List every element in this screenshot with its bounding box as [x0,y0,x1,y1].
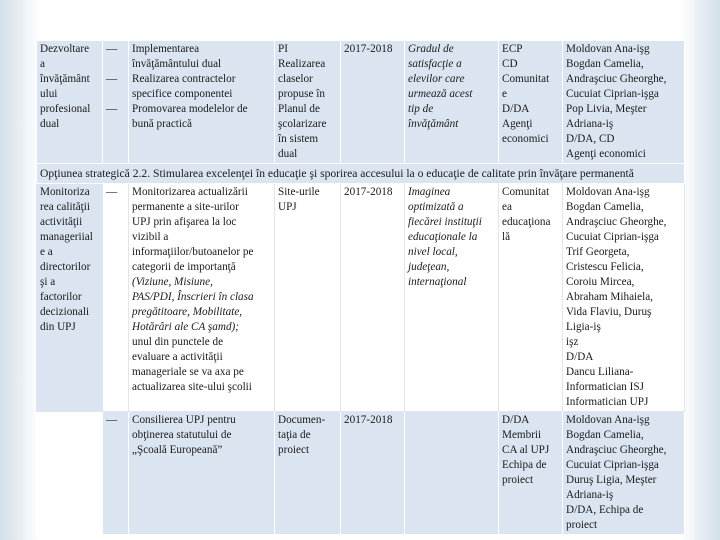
cell-line: Adriana-iş [566,118,614,130]
cell-line: proiect [502,474,534,486]
cell-line: D/DA, Echipa de [566,504,644,516]
cell-line: e a [40,246,53,258]
indicators-cell [405,184,499,412]
term-cell [341,184,405,412]
cell-line: a [40,58,45,70]
strategic-option-row [37,164,685,184]
cell-line: manageriale se va axa pe [132,366,244,378]
cell-line: activităţii [40,216,83,228]
cell-line: Membrii [502,429,542,441]
responsible-cell [563,412,685,535]
cell-line: nivel local, [408,246,458,258]
cell-line: işz [566,336,579,348]
cell-line: din UPJ [40,321,76,333]
partners-cell [499,184,563,412]
cell-line: Implementarea [132,43,200,55]
cell-line: permanente a site-urilor [132,201,239,213]
cell-line: Moldovan Ana-işg [566,43,650,55]
cell-line: satisfacţie a [408,58,462,70]
cell-line: D/DA, CD [566,133,615,145]
cell-line: Abraham Mihaiela, [566,291,653,303]
cell-line: actualizarea site-ului şcolii [132,381,252,393]
cell-line: învăţământului dual [132,58,222,70]
cell-line: directorilor [40,261,91,273]
table-row [37,184,685,412]
cell-line: dual [40,118,60,130]
cell-line: bună practică [132,118,192,130]
cell-line: UPJ prin afişarea la loc [132,216,237,228]
term-text: 2017-2018 [344,43,393,55]
actions-cell [129,41,275,164]
cell-line: ECP [502,43,523,55]
cell-line: Andraşciuc Gheorghe, [566,216,667,228]
cell-line: Andraşciuc Gheorghe, [566,73,667,85]
cell-line: lă [502,231,511,243]
cell-line: Dancu Liliana- [566,366,634,378]
resources-cell [275,412,341,535]
strategy-table [36,40,685,535]
cell-line: învăţământ [408,118,459,130]
cell-line: rea calităţii [40,201,90,213]
bullet-dash [103,184,129,412]
cell-line: pregătitoare, Mobilitate, [132,306,243,318]
cell-line: învăţământ [40,73,90,85]
cell-line: D/DA [502,103,530,115]
cell-line: tip de [408,103,434,115]
cell-line: internaţional [408,276,467,288]
cell-line: claselor [278,73,313,85]
cell-line: Realizarea [278,58,326,70]
actions-cell [129,412,275,535]
cell-line: Gradul de [408,43,454,55]
cell-line: Promovarea modelelor de [132,103,248,115]
cell-line: taţia de [278,429,311,441]
cell-line: factorilor [40,291,82,303]
cell-line: propuse în [278,88,325,100]
cell-line: educaţionale la [408,231,478,243]
cell-line: Adriana-iş [566,489,614,501]
cell-line: Bogdan Camelia, [566,58,644,70]
cell-line: Comunitat [502,73,550,85]
resources-cell [275,184,341,412]
cell-line: Andraşciuc Gheorghe, [566,444,667,456]
dash-text: — [106,186,118,198]
cell-line: Informatician ISJ [566,381,644,393]
cell-line: „Şcoală Europeană” [132,444,223,456]
cell-line: în sistem [278,133,319,145]
strategic-option-label: Opţiunea strategică 2.2. Stimularea excelenţei în educaţie şi sporirea accesului la o educaţie de calitate prin învăţare permanentă [37,164,685,184]
table-row [37,41,685,164]
cell-line: vizibil a [132,231,169,243]
cell-line: şi a [40,276,56,288]
cell-line: Agenţi economici [566,148,646,160]
table-row [37,412,685,535]
term-text: 2017-2018 [344,186,393,198]
cell-line: dual [278,148,298,160]
cell-line: specifice componentei [132,88,233,100]
cell-line: Informatician UPJ [566,396,649,408]
cell-line: judeţean, [408,261,450,273]
partners-cell [499,412,563,535]
responsible-cell [563,41,685,164]
cell-line: Vida Flaviu, Duruş [566,306,652,318]
cell-line: D/DA [566,351,594,363]
cell-line: Cucuiat Ciprian-işga [566,231,659,243]
cell-line: Pop Livia, Meşter [566,103,647,115]
cell-line: educaţiona [502,216,551,228]
cell-line: ului [40,88,58,100]
cell-line: Bogdan Camelia, [566,201,644,213]
cell-line: Planul de [278,103,320,115]
cell-line: decizionali [40,306,90,318]
cell-line: Moldovan Ana-işg [566,414,650,426]
cell-line: — [106,73,118,85]
cell-line: Documen- [278,414,326,426]
cell-line: PAS/PDI, Înscrieri în clasa [132,291,254,303]
cell-line: Agenţi [502,118,533,130]
cell-line: Consilierea UPJ pentru [132,414,236,426]
cell-line: optimizată a [408,201,464,213]
cell-line: urmează acest [408,88,473,100]
cell-line: elevilor care [408,73,465,85]
cell-line: informaţiilor/butoanelor pe [132,246,254,258]
cell-line: obţinerea statutului de [132,429,232,441]
domain-cell [37,41,103,164]
cell-line: Hotărâri ale CA şamd); [132,321,240,333]
cell-line: (Viziune, Misiune, [132,276,213,288]
domain-cell [37,412,103,535]
actions-cell [129,184,275,412]
indicators-cell [405,412,499,535]
cell-line: profesional [40,103,91,115]
cell-line: unul din punctele de [132,336,224,348]
cell-line: proiect [566,519,598,531]
cell-line: Duruş Ligia, Meşter [566,474,657,486]
cell-line: economici [502,133,549,145]
cell-line: Site-urile [278,186,320,198]
cell-line: Cucuiat Ciprian-işga [566,459,659,471]
cell-line: Imaginea [408,186,451,198]
cell-line: D/DA [502,414,530,426]
cell-line: — [106,103,118,115]
partners-cell [499,41,563,164]
cell-line: Ligia-iş [566,321,601,333]
term-cell [341,41,405,164]
cell-line: CA al UPJ [502,444,550,456]
cell-line: Trif Georgeta, [566,246,630,258]
resources-cell [275,41,341,164]
cell-line: Bogdan Camelia, [566,429,644,441]
dash-text: — [106,414,118,426]
cell-line: Monitorizarea actualizării [132,186,248,198]
term-text: 2017-2018 [344,414,393,426]
cell-line: Realizarea contractelor [132,73,236,85]
cell-line: PI [278,43,288,55]
cell-line: Monitoriza [40,186,90,198]
cell-line: proiect [278,444,310,456]
cell-line: evaluare a activităţii [132,351,223,363]
cell-line: şcolarizare [278,118,327,130]
domain-cell [37,184,103,412]
indicators-cell [405,41,499,164]
cell-line: — [106,43,118,55]
cell-line: ea [502,201,512,213]
cell-line: Moldovan Ana-işg [566,186,650,198]
cell-line: Coroiu Mircea, [566,276,635,288]
cell-line: Comunitat [502,186,550,198]
cell-line: Dezvoltare [40,43,90,55]
cell-line: Echipa de [502,459,547,471]
cell-line: Cristescu Felicia, [566,261,644,273]
cell-line: UPJ [278,201,297,213]
bullet-dashes [103,41,129,164]
cell-line: manageriial [40,231,93,243]
cell-line: fiecărei instituţii [408,216,482,228]
cell-line: categorii de importanţă [132,261,236,273]
cell-line: CD [502,58,518,70]
cell-line: Cucuiat Ciprian-işga [566,88,659,100]
term-cell [341,412,405,535]
bullet-dash [103,412,129,535]
responsible-cell [563,184,685,412]
cell-line: e [502,88,507,100]
